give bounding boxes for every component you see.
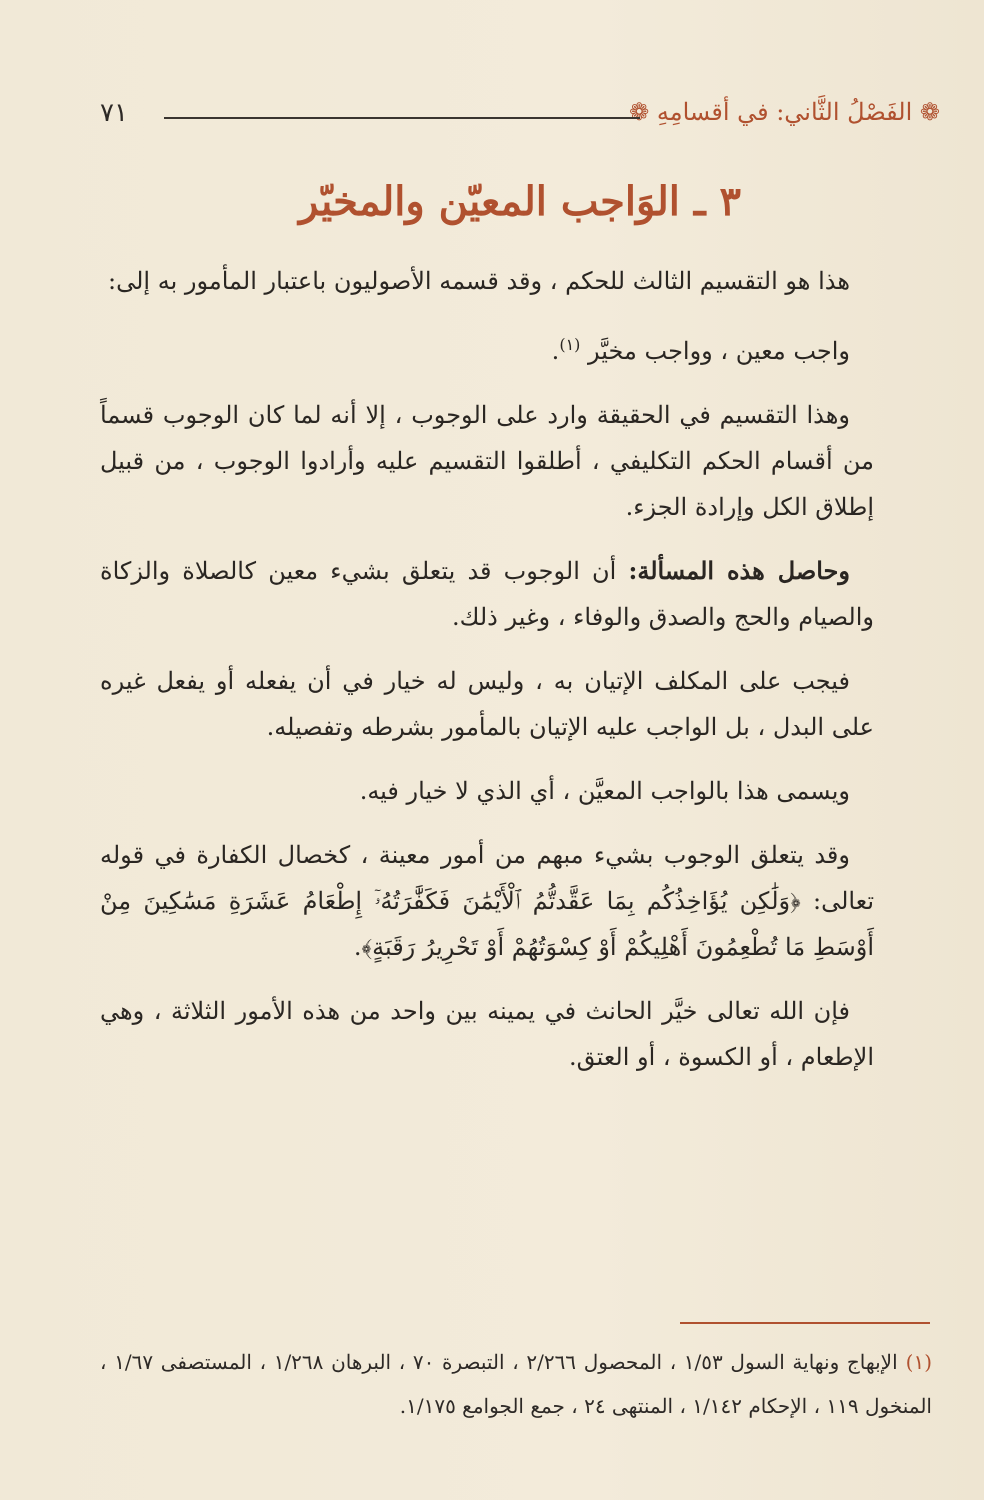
paragraph-7-text: وقد يتعلق الوجوب بشيء مبهم من أمور معينة ، كخصال الكفارة في قوله تعالى: [100, 841, 874, 915]
footnote [100, 1340, 932, 1428]
paragraph-2-text: واجب معين ، وواجب مخيَّر [588, 337, 850, 365]
paragraph-4-text: أن الوجوب قد يتعلق بشيء معين كالصلاة والزكاة والصيام والحج والصدق والوفاء ، وغير ذلك. [100, 557, 874, 631]
quran-verse: ﴿وَلَٰكِن يُؤَاخِذُكُم بِمَا عَقَّدتُّمُ ٱلْأَيْمَٰنَ فَكَفَّٰرَتُهُۥٓ إِطْعَامُ عَشَرَةِ مَسَٰكِينَ مِنْ أَوْسَطِ مَا تُطْعِمُونَ أَهْلِيكُمْ أَوْ كِسْوَتُهُمْ أَوْ تَحْرِيرُ رَقَبَةٍ﴾ [100, 887, 874, 961]
footnote-text: الإبهاج ونهاية السول ١/٥٣ ، المحصول ٢/٢٦٦ ، التبصرة ٧٠ ، البرهان ١/٢٦٨ ، المستصفى ١/٦٧ ، المنخول ١١٩ ، الإحكام ١/١٤٢ ، المنتهى ٢٤ ، جمع الجوامع ١/١٧٥. [100, 1350, 932, 1418]
paragraph-6: ويسمى هذا بالواجب المعيَّن ، أي الذي لا خيار فيه. [359, 777, 850, 805]
paragraph-4 [100, 548, 874, 640]
paragraph-2: واجب معين ، وواجب مخيَّر $^{(١)}$. [551, 335, 850, 365]
paragraph-7-end: . [353, 933, 362, 961]
running-title: ❁ الفَصْلُ الثَّاني: في أقسامِهِ ❁ [629, 98, 940, 126]
paragraph-3: وهذا التقسيم في الحقيقة وارد على الوجوب ، إلا أنه لما كان الوجوب قسماً من أقسام الحكم التكليفي ، أطلقوا التقسيم عليه وأرادوا الوجوب ، من قبيل إطلاق الكل وإرادة الجزء. [100, 401, 874, 521]
footnote-mark: (١) [905, 1350, 933, 1374]
section-title: ٣ ـ الوَاجب المعيّن والمخيّر [299, 178, 741, 225]
header-rule [164, 117, 640, 119]
paragraph-5: فيجب على المكلف الإتيان به ، وليس له خيار في أن يفعله أو يفعل غيره على البدل ، بل الواجب عليه الإتيان بالمأمور بشرطه وتفصيله. [100, 667, 874, 741]
footnote-reference[interactable]: (١) [559, 335, 581, 354]
body-text [100, 258, 874, 1098]
paragraph-4-lead: وحاصل هذه المسألة: [628, 556, 850, 585]
paragraph-1: هذا هو التقسيم الثالث للحكم ، وقد قسمه الأصوليون باعتبار المأمور به إلى: [108, 267, 850, 295]
paragraph-7 [100, 832, 874, 970]
footnote-separator [680, 1322, 930, 1324]
page-number: ٧١ [100, 98, 128, 128]
paragraph-8: فإن الله تعالى خيَّر الحانث في يمينه بين واحد من هذه الأمور الثلاثة ، وهي الإطعام ، أو الكسوة ، أو العتق. [100, 997, 874, 1071]
page-header [100, 98, 940, 138]
